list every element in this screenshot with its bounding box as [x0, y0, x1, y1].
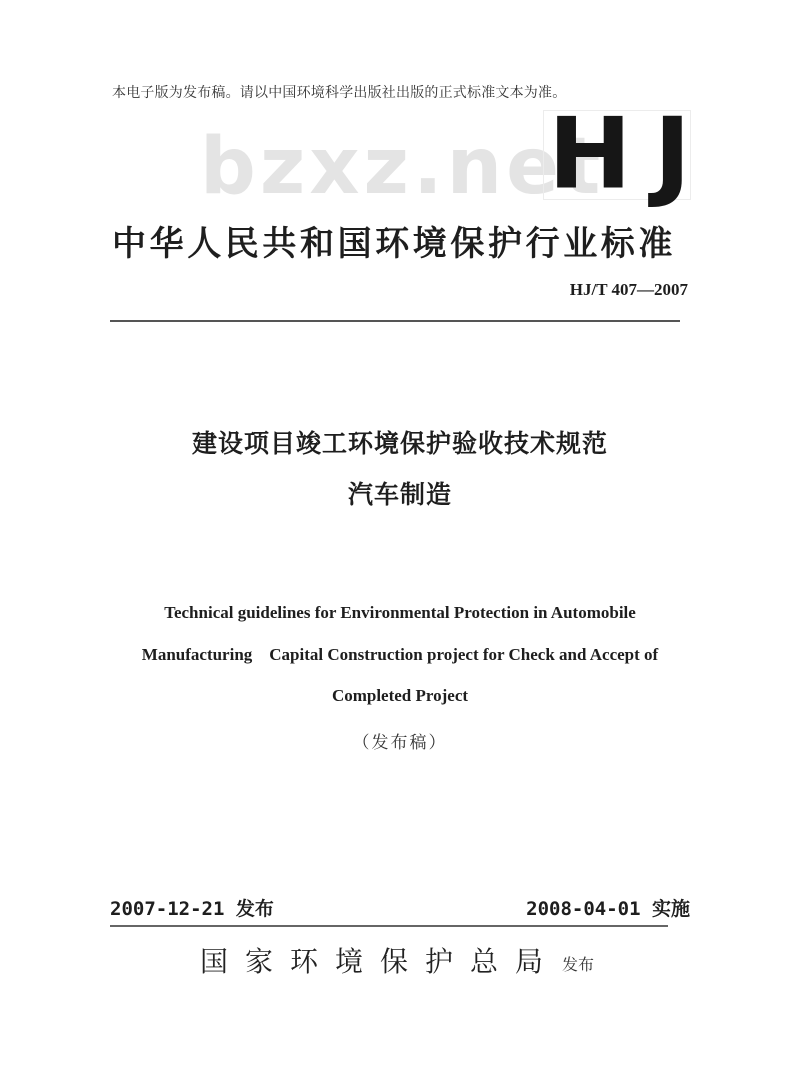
watermark: bzxz.net	[200, 122, 605, 212]
top-divider	[110, 320, 680, 322]
en-title-line3: Completed Project	[331, 686, 469, 705]
issuing-authority-suffix: 发布	[562, 955, 595, 974]
publication-notice: 本电子版为发布稿。请以中国环境科学出版社出版的正式标准文本为准。	[112, 85, 567, 101]
bottom-divider	[110, 925, 668, 927]
hj-logo: HJ	[548, 96, 713, 211]
standard-category-title: 中华人民共和国环境保护行业标准	[112, 224, 676, 264]
cn-title-line2: 汽车制造	[347, 480, 452, 509]
standard-code: HJ/T 407—2007	[569, 280, 688, 299]
effective-date: 2008-04-01 实施	[526, 898, 690, 920]
issuing-authority: 国家环境保护总局	[200, 945, 561, 978]
en-title-line1: Technical guidelines for Environmental Protection in Automobile	[164, 603, 636, 622]
issue-date: 2007-12-21 发布	[110, 898, 274, 920]
cn-title-line1: 建设项目竣工环境保护验收技术规范	[191, 429, 608, 458]
en-title-line2: Manufacturing Capital Construction project for Check and Accept of	[141, 645, 659, 664]
draft-label: （发布稿）	[352, 733, 448, 753]
